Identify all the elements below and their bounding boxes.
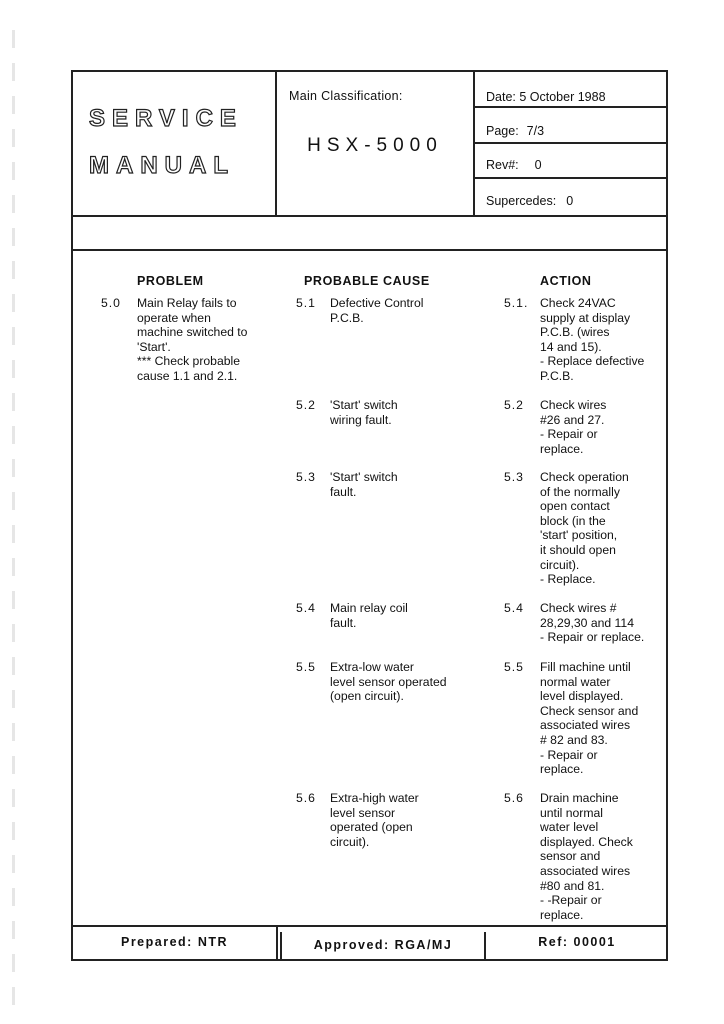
supercedes-value: 0 (566, 194, 574, 208)
cause-number: 5.1 (296, 296, 316, 310)
column-heading-action: ACTION (540, 274, 592, 288)
classification-block (277, 72, 475, 215)
page-value: 7/3 (526, 124, 545, 138)
cause-number: 5.2 (296, 398, 316, 412)
action-text: Check 24VAC supply at display P.C.B. (wires 14 and 15). - Replace defective P.C.B. (540, 296, 645, 383)
cause-number: 5.6 (296, 791, 316, 805)
page-label: Page: (486, 124, 519, 138)
approved-by: Approved: RGA/MJ (280, 932, 486, 961)
rev-label: Rev#: (486, 158, 519, 172)
manual-title-block (73, 72, 277, 215)
cause-text: Defective Control P.C.B. (330, 296, 424, 325)
classification-label: Main Classification: (289, 89, 403, 103)
action-number: 5.5 (504, 660, 524, 674)
action-text: Fill machine until normal water level displayed. Check sensor and associated wires # 82 and 83. - Repair or replace. (540, 660, 639, 777)
rev-field (475, 144, 666, 179)
cause-number: 5.3 (296, 470, 316, 484)
blank-band (73, 217, 666, 251)
prepared-by: Prepared: NTR (73, 927, 278, 961)
action-text: Check wires # 28,29,30 and 114 - Repair or replace. (540, 601, 645, 645)
title-manual: MANUAL (89, 152, 235, 179)
action-text: Drain machine until normal water level displayed. Check sensor and associated wires #80 and 81. - -Repair or replace. (540, 791, 633, 922)
problem-number: 5.0 (101, 296, 121, 310)
action-text: Check operation of the normally open contact block (in the 'start' position, it should open circuit). - Replace. (540, 470, 629, 587)
service-manual-sheet (71, 70, 668, 961)
cause-number: 5.5 (296, 660, 316, 674)
supercedes-label: Supercedes: (486, 194, 557, 208)
cause-text: Main relay coil fault. (330, 601, 408, 630)
rev-value: 0 (534, 158, 542, 172)
problem-description: Main Relay fails to operate when machine switched to 'Start'. *** Check probable cause 1.1 and 2.1. (137, 296, 248, 383)
sheet-footer (73, 925, 666, 961)
column-heading-cause: PROBABLE CAUSE (304, 274, 430, 288)
action-number: 5.3 (504, 470, 524, 484)
action-number: 5.2 (504, 398, 524, 412)
supercedes-field (475, 179, 666, 215)
sheet-header (73, 72, 666, 217)
cause-number: 5.4 (296, 601, 316, 615)
cause-text: 'Start' switch wiring fault. (330, 398, 398, 427)
title-service: SERVICE (89, 105, 243, 132)
reference-number: Ref: 00001 (538, 935, 616, 949)
binder-edge-marks (12, 0, 18, 1024)
date-field: Date: 5 October 1988 (475, 72, 666, 108)
page-field (475, 108, 666, 144)
classification-value: HSX-5000 (307, 135, 443, 156)
action-number: 5.4 (504, 601, 524, 615)
action-text: Check wires #26 and 27. - Repair or replace. (540, 398, 607, 456)
action-number: 5.6 (504, 791, 524, 805)
document-meta-block (475, 72, 666, 215)
troubleshooting-table (73, 251, 666, 924)
cause-text: 'Start' switch fault. (330, 470, 398, 499)
action-number: 5.1. (504, 296, 529, 310)
cause-text: Extra-high water level sensor operated (open circuit). (330, 791, 419, 849)
column-heading-problem: PROBLEM (137, 274, 204, 288)
cause-text: Extra-low water level sensor operated (open circuit). (330, 660, 447, 704)
